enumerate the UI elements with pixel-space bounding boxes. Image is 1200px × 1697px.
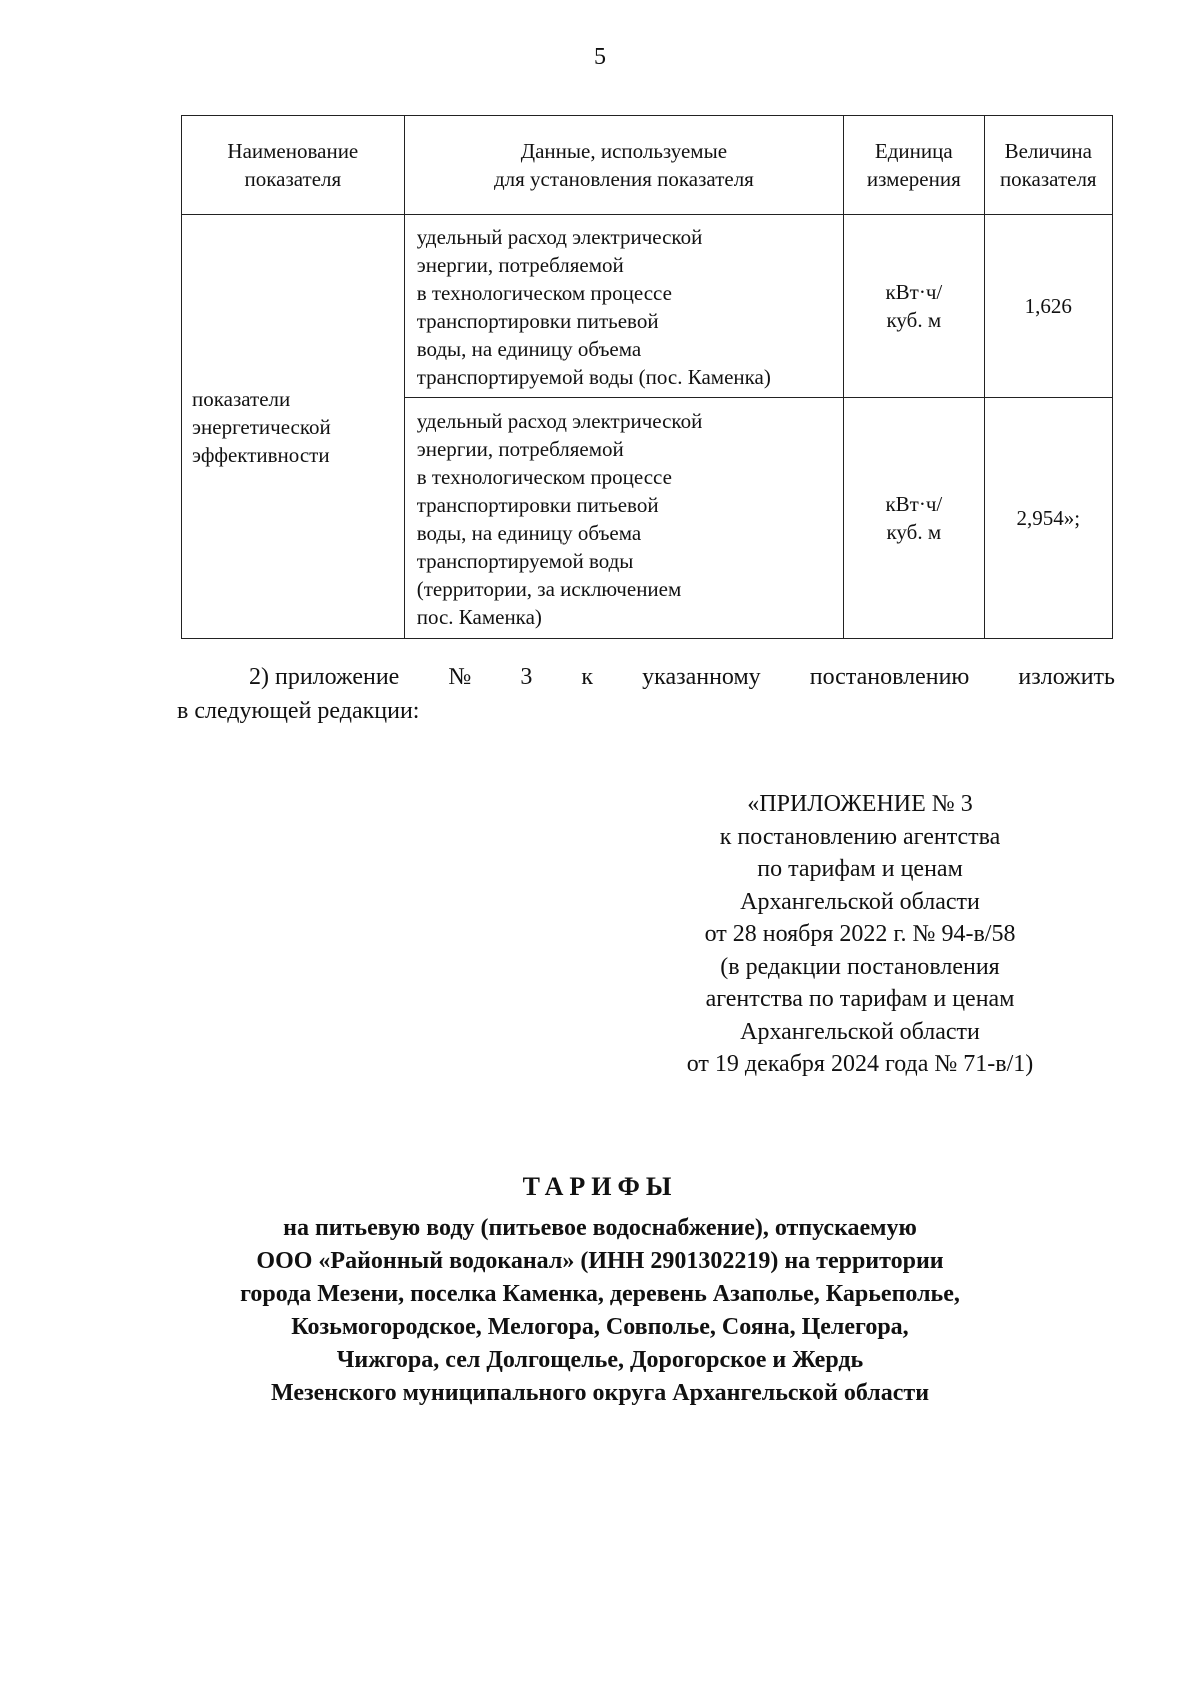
- appendix-line: «ПРИЛОЖЕНИЕ № 3: [747, 791, 973, 817]
- table-row: [182, 215, 1113, 398]
- unit-cell: кВт·ч/ куб. м: [844, 398, 984, 639]
- tariffs-subtitle-line: города Мезени, поселка Каменка, деревень Азаполье, Карьеполье,: [240, 1281, 960, 1307]
- data-cell: удельный расход электрической энергии, потребляемой в технологическом процессе транспортировки питьевой воды, на единицу объема транспортируемой воды (пос. Каменка): [404, 215, 843, 398]
- value-cell: 2,954»;: [984, 398, 1112, 639]
- amendment-line-1: [177, 660, 1115, 694]
- indicator-name-cell: показатели энергетической эффективности: [182, 215, 405, 639]
- amendment-word: 3: [520, 664, 533, 690]
- amendment-word: к: [581, 664, 594, 690]
- appendix-line: агентства по тарифам и ценам: [705, 986, 1015, 1012]
- appendix-line: Архангельской области: [740, 888, 980, 915]
- tariffs-subtitle-line: Мезенского муниципального округа Архангельской области: [270, 1380, 930, 1406]
- tariffs-subtitle-line: Чижгора, сел Долгощелье, Дорогорское и Жердь: [336, 1347, 864, 1373]
- appendix-line: к постановлению агентства: [719, 823, 1001, 850]
- unit-cell: кВт·ч/ куб. м: [844, 215, 984, 398]
- header-unit: Единица измерения: [844, 116, 984, 215]
- appendix-header: [640, 788, 1080, 1081]
- amendment-line-2: в следующей редакции:: [177, 698, 420, 724]
- amendment-word: постановлению: [809, 664, 970, 690]
- page-number: 5: [594, 44, 606, 70]
- appendix-line: от 19 декабря 2024 года № 71-в/1): [686, 1051, 1034, 1077]
- tariffs-subtitle-line: Козьмогородское, Мелогора, Совполье, Сояна, Целегора,: [291, 1314, 909, 1340]
- amendment-paragraph: [177, 660, 1115, 728]
- amendment-word: №: [448, 664, 472, 690]
- table-header-row: [182, 116, 1113, 215]
- appendix-line: (в редакции постановления: [720, 953, 1000, 980]
- tariffs-subtitle: [150, 1212, 1050, 1410]
- header-value: Величина показателя: [984, 116, 1112, 215]
- appendix-line: Архангельской области: [740, 1018, 980, 1045]
- appendix-line: от 28 ноября 2022 г. № 94-в/58: [704, 921, 1016, 947]
- amendment-word: 2) приложение: [249, 664, 400, 690]
- amendment-word: указанному: [642, 664, 761, 690]
- amendment-word: изложить: [1018, 664, 1115, 690]
- tariffs-subtitle-line: ООО «Районный водоканал» (ИНН 2901302219) на территории: [256, 1248, 944, 1274]
- data-cell: удельный расход электрической энергии, потребляемой в технологическом процессе транспортировки питьевой воды, на единицу объема транспортируемой воды (территории, за исключением пос. Каменка): [404, 398, 843, 639]
- tariffs-subtitle-line: на питьевую воду (питьевое водоснабжение), отпускаемую: [283, 1215, 917, 1241]
- indicators-table: [181, 115, 1113, 639]
- tariffs-title: ТАРИФЫ: [522, 1172, 678, 1201]
- value-cell: 1,626: [984, 215, 1112, 398]
- header-data-used: Данные, используемые для установления показателя: [404, 116, 843, 215]
- header-indicator-name: Наименование показателя: [182, 116, 405, 215]
- appendix-line: по тарифам и ценам: [757, 856, 963, 882]
